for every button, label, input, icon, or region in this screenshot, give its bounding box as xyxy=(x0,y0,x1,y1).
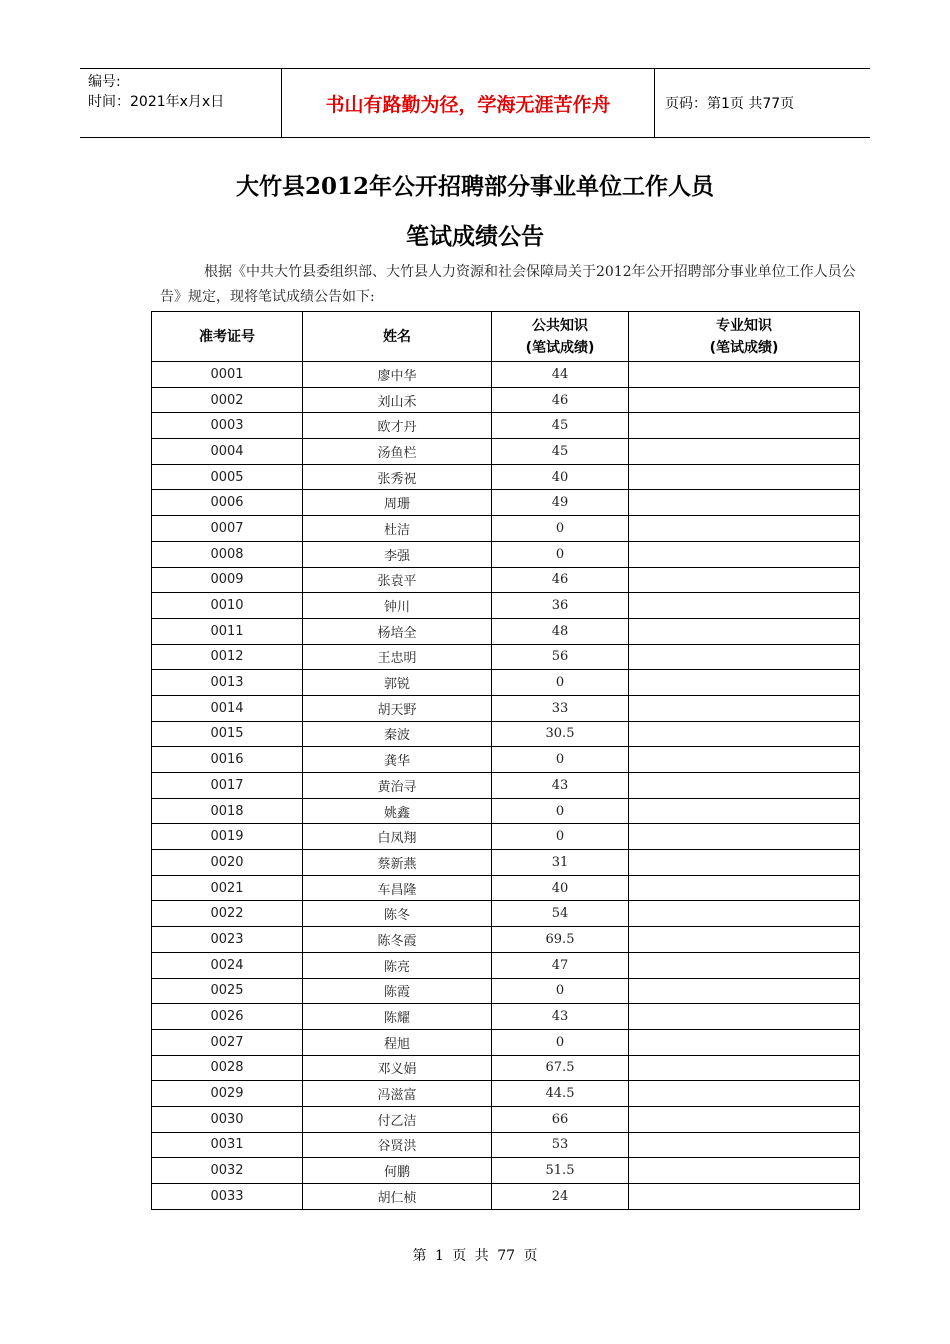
cell-exam-id: 0025 xyxy=(152,978,303,1004)
table-row xyxy=(152,695,860,721)
cell-exam-id: 0006 xyxy=(152,490,303,516)
cell-public-score: 69.5 xyxy=(492,927,629,953)
cell-major-score xyxy=(629,541,860,567)
table-row xyxy=(152,824,860,850)
table-row xyxy=(152,1106,860,1132)
cell-name: 程旭 xyxy=(303,1029,492,1055)
cell-major-score xyxy=(629,1055,860,1081)
table-row xyxy=(152,644,860,670)
cell-major-score xyxy=(629,798,860,824)
cell-major-score xyxy=(629,978,860,1004)
page-header xyxy=(80,68,870,138)
cell-name: 秦波 xyxy=(303,721,492,747)
table-row xyxy=(152,490,860,516)
cell-major-score xyxy=(629,413,860,439)
col-header-id: 准考证号 xyxy=(152,312,303,362)
header-number-label: 编号: xyxy=(88,74,121,90)
cell-exam-id: 0021 xyxy=(152,875,303,901)
table-row xyxy=(152,464,860,490)
cell-exam-id: 0030 xyxy=(152,1106,303,1132)
cell-name: 付乙洁 xyxy=(303,1106,492,1132)
document-subtitle: 笔试成绩公告 xyxy=(406,223,544,250)
cell-name: 陈冬 xyxy=(303,901,492,927)
cell-major-score xyxy=(629,490,860,516)
cell-name: 杨培全 xyxy=(303,618,492,644)
header-page-code: 页码：第1页 共77页 xyxy=(665,96,795,112)
cell-exam-id: 0011 xyxy=(152,618,303,644)
cell-name: 黄治寻 xyxy=(303,773,492,799)
cell-major-score xyxy=(629,439,860,465)
table-row xyxy=(152,1132,860,1158)
cell-public-score: 66 xyxy=(492,1106,629,1132)
cell-public-score: 0 xyxy=(492,798,629,824)
cell-exam-id: 0031 xyxy=(152,1132,303,1158)
cell-public-score: 44 xyxy=(492,362,629,388)
table-header-row xyxy=(152,312,860,362)
cell-major-score xyxy=(629,1132,860,1158)
cell-exam-id: 0008 xyxy=(152,541,303,567)
cell-major-score xyxy=(629,1081,860,1107)
cell-public-score: 36 xyxy=(492,593,629,619)
col-header-public-line1: 公共知识 xyxy=(532,317,588,334)
cell-exam-id: 0027 xyxy=(152,1029,303,1055)
cell-public-score: 51.5 xyxy=(492,1158,629,1184)
cell-exam-id: 0004 xyxy=(152,439,303,465)
document-title: 大竹县2012年公开招聘部分事业单位工作人员 xyxy=(235,173,714,200)
table-row xyxy=(152,798,860,824)
cell-public-score: 43 xyxy=(492,773,629,799)
cell-public-score: 33 xyxy=(492,695,629,721)
cell-name: 何鹏 xyxy=(303,1158,492,1184)
cell-public-score: 43 xyxy=(492,1004,629,1030)
cell-major-score xyxy=(629,387,860,413)
cell-exam-id: 0014 xyxy=(152,695,303,721)
table-row xyxy=(152,747,860,773)
col-header-major-knowledge xyxy=(629,312,860,362)
cell-name: 陈冬霞 xyxy=(303,927,492,953)
cell-major-score xyxy=(629,1029,860,1055)
cell-exam-id: 0013 xyxy=(152,670,303,696)
col-header-public-knowledge xyxy=(492,312,629,362)
cell-exam-id: 0009 xyxy=(152,567,303,593)
header-time-label: 时间：2021年x月x日 xyxy=(88,94,225,110)
cell-name: 龚华 xyxy=(303,747,492,773)
cell-exam-id: 0001 xyxy=(152,362,303,388)
cell-major-score xyxy=(629,773,860,799)
table-row xyxy=(152,1158,860,1184)
cell-name: 欧才丹 xyxy=(303,413,492,439)
cell-public-score: 44.5 xyxy=(492,1081,629,1107)
cell-major-score xyxy=(629,824,860,850)
cell-name: 冯滋富 xyxy=(303,1081,492,1107)
cell-public-score: 67.5 xyxy=(492,1055,629,1081)
cell-name: 车昌隆 xyxy=(303,875,492,901)
cell-major-score xyxy=(629,1106,860,1132)
cell-exam-id: 0029 xyxy=(152,1081,303,1107)
cell-name: 张秀祝 xyxy=(303,464,492,490)
table-row xyxy=(152,413,860,439)
cell-name: 刘山禾 xyxy=(303,387,492,413)
page-footer: 第 1 页 共 77 页 xyxy=(412,1248,538,1264)
cell-major-score xyxy=(629,567,860,593)
cell-public-score: 0 xyxy=(492,541,629,567)
col-header-major-line2: (笔试成绩) xyxy=(709,339,779,356)
cell-exam-id: 0003 xyxy=(152,413,303,439)
cell-public-score: 0 xyxy=(492,747,629,773)
cell-public-score: 0 xyxy=(492,824,629,850)
cell-public-score: 40 xyxy=(492,875,629,901)
cell-name: 郭锐 xyxy=(303,670,492,696)
cell-exam-id: 0010 xyxy=(152,593,303,619)
table-row xyxy=(152,567,860,593)
cell-name: 陈亮 xyxy=(303,952,492,978)
table-row xyxy=(152,927,860,953)
cell-major-score xyxy=(629,875,860,901)
cell-public-score: 45 xyxy=(492,439,629,465)
cell-public-score: 0 xyxy=(492,1029,629,1055)
table-row xyxy=(152,1055,860,1081)
cell-major-score xyxy=(629,593,860,619)
cell-major-score xyxy=(629,927,860,953)
cell-public-score: 31 xyxy=(492,850,629,876)
cell-exam-id: 0017 xyxy=(152,773,303,799)
cell-exam-id: 0032 xyxy=(152,1158,303,1184)
cell-name: 谷贤洪 xyxy=(303,1132,492,1158)
cell-exam-id: 0015 xyxy=(152,721,303,747)
cell-public-score: 0 xyxy=(492,978,629,1004)
cell-name: 杜洁 xyxy=(303,516,492,542)
table-row xyxy=(152,670,860,696)
cell-public-score: 48 xyxy=(492,618,629,644)
cell-public-score: 45 xyxy=(492,413,629,439)
cell-public-score: 56 xyxy=(492,644,629,670)
cell-name: 姚鑫 xyxy=(303,798,492,824)
cell-major-score xyxy=(629,1004,860,1030)
table-row xyxy=(152,1184,860,1210)
table-row xyxy=(152,1029,860,1055)
col-header-major-line1: 专业知识 xyxy=(716,317,772,334)
col-header-public-line2: (笔试成绩) xyxy=(525,339,595,356)
cell-name: 陈耀 xyxy=(303,1004,492,1030)
cell-major-score xyxy=(629,952,860,978)
cell-name: 胡天野 xyxy=(303,695,492,721)
cell-public-score: 53 xyxy=(492,1132,629,1158)
cell-major-score xyxy=(629,516,860,542)
cell-exam-id: 0005 xyxy=(152,464,303,490)
table-row xyxy=(152,952,860,978)
cell-major-score xyxy=(629,670,860,696)
cell-name: 胡仁桢 xyxy=(303,1184,492,1210)
cell-exam-id: 0018 xyxy=(152,798,303,824)
cell-public-score: 0 xyxy=(492,516,629,542)
cell-name: 邓义娟 xyxy=(303,1055,492,1081)
cell-name: 李强 xyxy=(303,541,492,567)
cell-exam-id: 0024 xyxy=(152,952,303,978)
col-header-name: 姓名 xyxy=(303,312,492,362)
cell-exam-id: 0020 xyxy=(152,850,303,876)
cell-major-score xyxy=(629,618,860,644)
table-row xyxy=(152,721,860,747)
cell-public-score: 46 xyxy=(492,567,629,593)
cell-name: 周珊 xyxy=(303,490,492,516)
cell-exam-id: 0026 xyxy=(152,1004,303,1030)
table-row xyxy=(152,978,860,1004)
table-row xyxy=(152,541,860,567)
cell-major-score xyxy=(629,1158,860,1184)
cell-name: 汤鱼栏 xyxy=(303,439,492,465)
header-motto: 书山有路勤为径，学海无涯苦作舟 xyxy=(282,69,655,137)
cell-major-score xyxy=(629,464,860,490)
cell-exam-id: 0022 xyxy=(152,901,303,927)
cell-name: 陈霞 xyxy=(303,978,492,1004)
cell-name: 白凤翔 xyxy=(303,824,492,850)
table-row xyxy=(152,516,860,542)
cell-major-score xyxy=(629,1184,860,1210)
cell-exam-id: 0007 xyxy=(152,516,303,542)
table-row xyxy=(152,875,860,901)
cell-exam-id: 0012 xyxy=(152,644,303,670)
cell-exam-id: 0023 xyxy=(152,927,303,953)
header-meta xyxy=(80,69,282,137)
intro-paragraph: 根据《中共大竹县委组织部、大竹县人力资源和社会保障局关于2012年公开招聘部分事业单位工作人员公告》规定，现将笔试成绩公告如下: xyxy=(160,264,856,305)
cell-public-score: 46 xyxy=(492,387,629,413)
score-table xyxy=(151,311,860,1210)
table-row xyxy=(152,1004,860,1030)
cell-major-score xyxy=(629,850,860,876)
cell-major-score xyxy=(629,747,860,773)
table-row xyxy=(152,387,860,413)
cell-major-score xyxy=(629,901,860,927)
cell-public-score: 30.5 xyxy=(492,721,629,747)
cell-exam-id: 0002 xyxy=(152,387,303,413)
cell-public-score: 24 xyxy=(492,1184,629,1210)
table-row xyxy=(152,362,860,388)
table-row xyxy=(152,618,860,644)
table-row xyxy=(152,593,860,619)
table-row xyxy=(152,850,860,876)
cell-name: 王忠明 xyxy=(303,644,492,670)
table-row xyxy=(152,439,860,465)
cell-exam-id: 0028 xyxy=(152,1055,303,1081)
cell-exam-id: 0019 xyxy=(152,824,303,850)
table-row xyxy=(152,901,860,927)
cell-major-score xyxy=(629,362,860,388)
cell-name: 张袁平 xyxy=(303,567,492,593)
cell-public-score: 54 xyxy=(492,901,629,927)
cell-major-score xyxy=(629,695,860,721)
cell-name: 廖中华 xyxy=(303,362,492,388)
cell-public-score: 49 xyxy=(492,490,629,516)
cell-public-score: 40 xyxy=(492,464,629,490)
cell-public-score: 47 xyxy=(492,952,629,978)
cell-exam-id: 0033 xyxy=(152,1184,303,1210)
cell-exam-id: 0016 xyxy=(152,747,303,773)
cell-major-score xyxy=(629,644,860,670)
cell-public-score: 0 xyxy=(492,670,629,696)
cell-name: 蔡新燕 xyxy=(303,850,492,876)
table-row xyxy=(152,1081,860,1107)
cell-name: 钟川 xyxy=(303,593,492,619)
cell-major-score xyxy=(629,721,860,747)
table-row xyxy=(152,773,860,799)
